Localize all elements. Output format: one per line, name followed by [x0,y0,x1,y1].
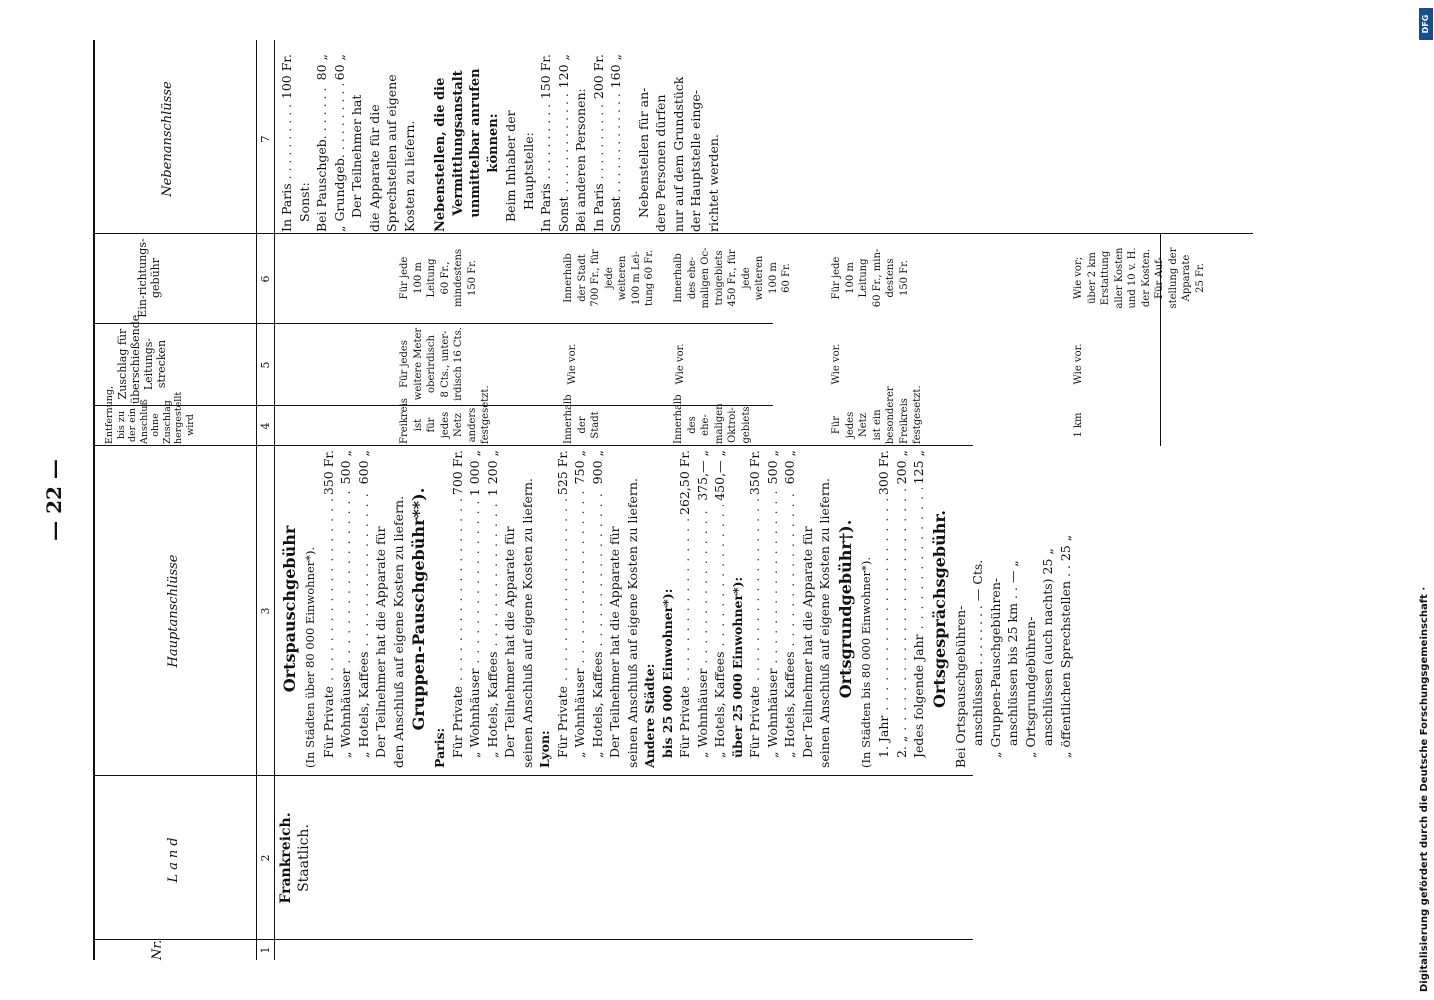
tariff-row [711,450,729,768]
cell-line: weiteren [617,255,628,301]
table-top-rule [93,40,95,960]
cell-line: Für jedes [399,340,410,388]
tariff-row [466,450,484,768]
rate-line: Bei Ortspauschgebühren- [952,605,968,768]
cell-line: 60 Fr. [781,263,792,293]
row-label: Jedes folgende Jahr . . . [910,488,928,758]
header-einrichtung: Ein-richtungs-gebühr [136,238,162,318]
row-label: „ Wohnhäuser . . . [694,505,712,758]
foot-text: den Anschluß auf eigene Kosten zu liefern. [390,495,406,768]
cell-line: Wie vor. [1073,343,1084,385]
row-value: 700 Fr. [449,450,465,496]
subheading: können: [485,113,501,173]
header-hauptanschluesse: Hauptanschlüsse [166,554,181,668]
cell-line: Leitung [858,258,869,298]
text-line: Sprechstellen auf eigene [384,74,399,232]
header-land: Land [166,833,181,883]
row-value: 200 Fr. [590,54,606,100]
cell-line: 25 Fr. [1194,263,1206,293]
cell-line: der Stadt [576,254,588,302]
zuschlag-cell-4 [830,324,844,404]
tariff-row [590,54,608,232]
row-label: „ Wohnhäuser . . . [571,488,589,758]
col-divider-2 [93,775,973,776]
tariff-row [764,450,782,768]
text-line: die Apparate für die [366,104,382,232]
cell-line: festgesetzt. [912,385,923,444]
cell-line: Freikreis ist [399,398,424,444]
einrichtung-cell-3 [672,234,794,322]
dfg-logo-icon [1419,8,1433,40]
cell-line: 100 m [767,262,779,294]
cell-line: troigebiets [713,250,725,306]
row-value: 500 „ [338,450,353,485]
cell-line: 1 km [1073,412,1084,438]
cell-line: destens [885,258,896,298]
tariff-row [484,450,502,768]
text-line: nur auf dem Grundstück [670,76,686,232]
tariff-row [278,54,296,232]
cell-line: stellung der [1167,247,1179,309]
colnum-2: 2 [259,854,272,862]
section-title-ortsgrundgebuehr: Ortsgrundgebühr†). [835,519,855,699]
cell-line: Für jede [399,256,410,300]
cell-line: der Stadt [576,411,601,439]
colnum-bottom-rule [274,40,275,960]
cell-line: jede [740,267,752,289]
row-value: 160 „ [608,54,623,89]
tariff-row [320,450,338,768]
section-note: (In Städten über 80 000 Einwohner*). [303,546,317,768]
cell-line: Oktroi- [727,407,738,443]
row-label: 2. „ . . . [893,488,911,758]
rate-line: anschlüssen (auch nachts) 25 „ [1040,548,1055,746]
cell-line: Netz ist ein [858,409,883,441]
cell-line: maligen [713,403,725,444]
cell-line: Innerhalb [673,394,684,444]
row-label: 1. Jahr . . . [875,499,893,758]
cell-line: maligen Oc- [700,247,711,309]
city-heading-paris: Paris: [432,727,447,768]
cell-line: Apparate [1181,254,1192,302]
cell-line: 450 Fr., für [727,249,738,307]
header-entfernung: Entfernung, bis zu der ein Anschluß ohne Zuschlag hergestellt wird [104,385,196,444]
header-zuschlag: Zuschlag für überschießende Leitungs-strecken [116,314,168,404]
foot-text: Der Teilnehmer hat die Apparate für [502,526,517,758]
text-line: der Hauptstelle einge- [688,89,703,232]
foot-text: Der Teilnehmer hat die Apparate für [799,526,815,758]
tariff-row [313,54,331,232]
row-value: 450,— „ [712,450,727,501]
cell-line: des ehe- [686,256,698,300]
hauptanschluesse-content [278,450,1074,768]
rate-line: „ öffentlichen Sprechstellen . . 25 „ [1057,534,1073,758]
foot-text: Der Teilnehmer hat die Apparate für [607,526,622,758]
entfernung-cell-1 [398,385,493,444]
entfernung-cell-3 [672,394,753,444]
country-status: Staatlich. [296,824,312,892]
row-label: „ Grundgeb. . . . [331,84,349,232]
row-label: In Paris . . . [537,103,555,232]
row-label: „ Wohnhäuser . . . [764,488,782,758]
cell-line: 150 Fr. [898,259,910,297]
cell-line: 700 Fr., für [590,249,601,307]
cell-line: Innerhalb [563,253,574,303]
cell-line: Für Auf- [1154,257,1165,299]
row-label: Bei Pauschgeb. . . . [313,84,331,232]
row-value: 600 „ [355,450,371,485]
text-line: dere Personen dürfen [653,94,668,232]
row-value: 600 „ [782,450,797,485]
tariff-row [554,450,572,768]
rate-line: anschlüssen . . . . . . . . — Cts. [970,559,985,746]
section-title-ortsgespraech: Ortsgesprächsgebühr. [929,510,949,708]
cell-line: Wie vor. [831,343,842,385]
row-label: In Paris . . . [590,103,608,232]
header-nebenanschluesse: Nebenanschlüsse [160,81,175,197]
cell-line: tung 60 Fr. [644,249,655,307]
row-label: „ Wohnhäuser . . . [466,500,484,758]
row-value: 80 „ [314,54,329,81]
zuschlag-cell-1 [398,324,466,404]
page-number: — 22 — [42,459,66,541]
cell-line: Wie vor; [1073,256,1084,300]
row-label: „ Hotels, Kaffees . . . [589,488,607,758]
row-label: Für Private . . . [320,499,338,758]
cell-line: Leitung [426,258,437,298]
tariff-row [589,450,607,768]
digitization-credit [1417,8,1433,992]
rate-line: „ Gruppen-Pauschgebühren- [987,577,1003,758]
cell-line: irdisch 16 Cts. [453,327,464,401]
einrichtung-cell-4 [830,234,911,322]
row-value: 350 Fr. [747,450,762,496]
size-heading: bis 25 000 Einwohner*): [659,588,675,758]
cell-line: für jedes [426,411,451,439]
cell-line: der Kosten. [1140,248,1152,308]
cell-line: 8 Cts., unter- [439,330,451,398]
rate-line: „ Ortsgrundgebühren- [1022,616,1038,758]
col-divider-1 [93,939,973,940]
cell-line: über 2 km [1086,252,1098,304]
country-name: Frankreich. [278,812,294,904]
row-label: „ Hotels, Kaffees . . . [355,488,373,758]
zuschlag-cell-2 [566,324,580,404]
tariff-row [607,54,625,232]
row-value: 125 „ [911,450,926,485]
size-heading: über 25 000 Einwohner*): [729,576,745,758]
section-note: (In Städten bis 80 000 Einwohner*). [858,556,873,768]
row-label: Für Private . . . [746,499,764,758]
row-value: 100 Fr. [279,54,294,100]
row-label: Für Private . . . [554,499,572,758]
city-heading-lyon: Lyon: [537,730,552,768]
cell-line: Für jede [831,256,842,300]
row-label: Für Private . . . [449,499,467,758]
tariff-row [331,54,349,232]
tariff-row [676,450,694,768]
tariff-row [893,450,911,768]
cell-line: Für jedes [831,411,856,439]
subheading: unmittelbar anrufen [468,68,483,218]
row-value: 60 „ [331,54,347,81]
cell-line: und 10 v. H. [1127,247,1138,309]
text-line: Bei anderen Personen: [573,88,588,232]
foot-text: seinen Anschluß auf eigene Kosten zu liefern. [624,478,640,768]
cell-line: 100 m [412,262,424,294]
section-title-ortspauschgebuehr: Ortspauschgebühr [280,525,299,693]
tariff-row [571,450,589,768]
cell-line: oberirdisch [426,335,437,393]
cell-line: Wie vor. [675,343,686,385]
tariff-row [555,54,573,232]
cell-line: Innerhalb [563,394,574,444]
rate-line: anschlüssen bis 25 km . . — „ [1005,560,1020,746]
tariff-row [337,450,355,768]
cell-line: 60 Fr., [439,261,451,295]
cell-line: 150 Fr. [466,259,478,297]
tariff-row [781,450,799,768]
cell-line: 100 m [844,262,856,294]
section-title-gruppen: Gruppen-Pauschgebühr**). [409,487,428,731]
cell-line: 100 m Lei- [630,250,642,306]
city-heading-other: Andere Städte: [642,663,657,768]
row-value: 350 Fr. [320,450,336,496]
foot-text: seinen Anschluß auf eigene Kosten zu liefern. [519,478,535,768]
tariff-row [746,450,764,768]
entfernung-cell-4 [830,385,925,444]
logo-text: DFG [1421,14,1430,34]
colnum-3: 3 [259,607,272,615]
row-label: Sonst . . . [607,92,625,232]
row-label: „ Hotels, Kaffees . . . [711,505,729,758]
row-value: 120 „ [555,54,571,89]
row-value: 750 „ [572,450,587,485]
entfernung-cell-2 [562,394,603,444]
row-value: 1 200 „ [484,450,500,497]
row-value: 900 „ [589,450,605,485]
tariff-row [694,450,712,768]
text-line: Beim Inhaber der [503,110,518,222]
text-line: Kosten zu liefern. [401,120,417,232]
colnum-6: 6 [259,275,272,283]
row-label: „ Wohnhäuser . . . [337,488,355,758]
row-value: 525 Fr. [554,450,570,496]
subheading: Vermittlungsanstalt [450,70,466,216]
row-value: 375,— „ [694,450,710,501]
text-line: Sonst: [296,182,312,222]
einrichtung-cell-2 [562,234,657,322]
cell-line: mindestens [453,248,464,308]
header-nr: Nr. [150,939,165,960]
text-line: richtet werden. [705,134,721,232]
cell-line: aller Kosten [1113,247,1125,309]
row-value: 1 000 „ [467,450,482,497]
text-line: Der Teilnehmer hat [349,94,364,218]
colnum-1: 1 [259,946,272,954]
einrichtung-cell-1 [398,234,479,322]
cell-line: 60 Fr., min- [871,248,883,308]
cell-line: Innerhalb [673,253,684,303]
subheading: Nebenstellen, die die [433,77,448,232]
tariff-row [875,450,893,768]
foot-text: Der Teilnehmer hat die Apparate für [373,526,388,758]
text-line: Hauptstelle: [520,132,536,210]
row-label: „ Hotels, Kaffees . . . [781,488,799,758]
cell-line: weiteren [754,255,765,301]
row-value: 262,50 Fr. [677,450,692,515]
cell-line: jede [603,267,615,289]
tariff-row [449,450,467,768]
row-label: Sonst . . . [555,92,573,232]
cell-line: gebiets [740,406,752,444]
credit-text: Digitalisierung gefördert durch die Deutsche Forschungsgemeinschaft · [1419,586,1430,992]
row-label: In Paris . . . [278,103,296,232]
colnum-5: 5 [259,361,272,369]
col-divider-3 [93,445,973,446]
row-value: 300 Fr. [876,450,891,496]
colnum-7: 7 [259,135,272,143]
cell-line: festgesetzt. [480,385,491,444]
tariff-row [910,450,928,768]
tariff-row [537,54,555,232]
header-bottom-rule [256,40,257,960]
text-line: Nebenstellen für an- [635,87,651,218]
foot-text: seinen Anschluß auf eigene Kosten zu liefern. [817,478,832,768]
zuschlag-cell-5 [1072,324,1086,404]
cell-line: Wie vor. [567,343,578,385]
zuschlag-cell-3 [674,324,688,404]
row-value: 200 „ [893,450,909,485]
nebenanschluesse-content [278,54,722,232]
cell-line: des ehe- [686,414,711,436]
cell-line: besonderer [885,386,896,444]
row-value: 150 Fr. [538,54,553,100]
einrichtung-cell-5 [1072,234,1207,322]
cell-line: Freikreis [898,398,910,444]
row-label: Für Private . . . [676,519,694,758]
entfernung-cell-5 [1072,406,1086,444]
colnum-4: 4 [259,422,272,430]
cell-line: weitere Meter [412,327,424,401]
tariff-row [355,450,373,768]
cell-line: Erstattung [1100,250,1111,306]
row-label: „ Hotels, Kaffees . . . [484,500,502,758]
row-value: 500 „ [764,450,780,485]
cell-line: Netz anders [453,407,478,443]
